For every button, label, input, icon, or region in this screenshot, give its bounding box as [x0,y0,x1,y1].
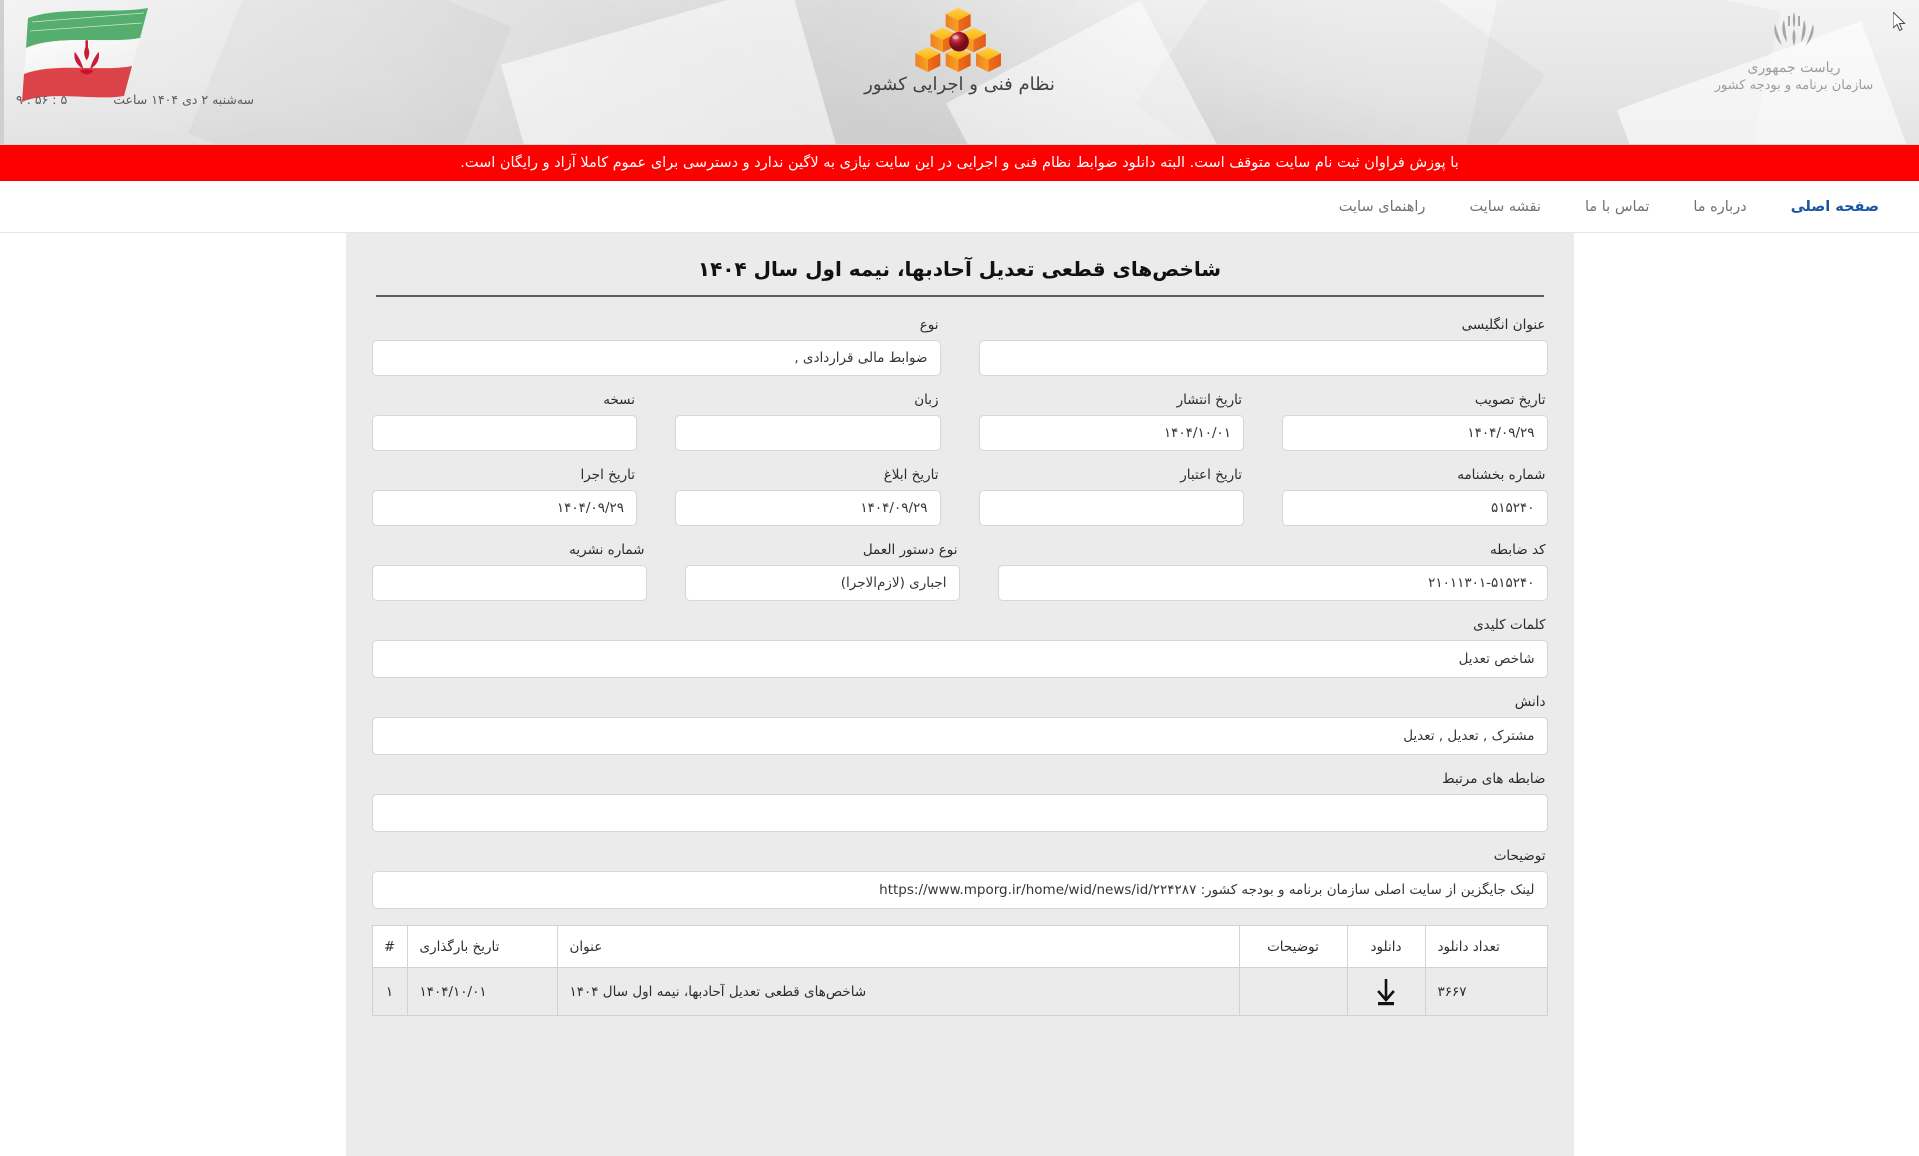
cubes-logo-icon [845,6,1075,72]
nav-item-about[interactable]: درباره ما [1693,198,1747,215]
header-facet [188,0,511,145]
form-row-3 [368,467,1552,526]
field-type-input[interactable]: ضوابط مالی قراردادی , [372,340,941,376]
field-circular-number [1282,467,1548,526]
field-keywords [372,617,1548,678]
column-header-number: # [373,926,407,968]
organization-line-1: ریاست جمهوری [1747,60,1841,76]
header-date: سه‌شنبه ۲ دی ۱۴۰۴ ساعت [113,92,254,107]
field-keywords-label: کلمات کلیدی [1473,617,1546,633]
page-title: شاخص‌های قطعی تعدیل آحادبها، نیمه اول سال ۱۴۰۴ [376,247,1544,297]
field-descriptions [372,848,1548,909]
field-execution-date-label: تاریخ اجرا [580,467,635,483]
mouse-cursor [1893,12,1907,32]
field-execution-date [372,467,638,526]
form-row-descriptions [368,848,1552,909]
organization-line-2: سازمان برنامه و بودجه کشور [1714,78,1874,93]
cell-download-count: ۳۶۶۷ [1425,968,1547,1016]
field-language [675,392,941,451]
field-english-title-input[interactable] [979,340,1548,376]
iran-flag-icon [20,4,170,104]
nav-item-home[interactable]: صفحه اصلی [1790,198,1879,215]
field-descriptions-input[interactable]: لینک جایگزین از سایت اصلی سازمان برنامه و بودجه کشور: https://www.mporg.ir/home/wid/news/id/۲۲۴۲۸۷ [372,871,1548,909]
header-left-border [0,0,4,144]
form-row-keywords [368,617,1552,678]
form-row-2 [368,392,1552,451]
field-validity-date-label: تاریخ اعتبار [1180,467,1242,483]
field-publish-date [979,392,1245,451]
attachments-table [372,925,1548,1016]
field-validity-date [979,467,1245,526]
left-gutter [1574,233,1919,1156]
nav-item-guide[interactable]: راهنمای سایت [1338,198,1426,215]
field-type [372,317,941,376]
site-notice-banner [0,145,1919,181]
form-row-related [368,771,1552,832]
field-notification-date-input[interactable]: ۱۴۰۴/۰۹/۲۹ [675,490,941,526]
field-related-regulations-input[interactable] [372,794,1548,832]
field-english-title [979,317,1548,376]
cell-description [1239,968,1347,1016]
content-panel [346,233,1574,1156]
cell-title[interactable]: شاخص‌های قطعی تعدیل آحادبها، نیمه اول سال ۱۴۰۴ [557,968,1239,1016]
field-instruction-type-label: نوع دستور العمل [862,542,958,558]
header-facet [501,0,839,145]
site-logo[interactable] [845,6,1075,126]
site-logo-text: نظام فنی و اجرایی کشور [864,74,1055,95]
download-arrow-icon[interactable] [1373,977,1399,1007]
table-header-row [373,926,1547,968]
field-version [372,392,638,451]
main-navigation [0,181,1919,233]
field-version-input[interactable] [372,415,638,451]
field-language-label: زبان [914,392,939,408]
field-execution-date-input[interactable]: ۱۴۰۴/۰۹/۲۹ [372,490,638,526]
field-publication-number [372,542,647,601]
field-publication-number-label: شماره نشریه [569,542,645,558]
field-related-regulations-label: ضابطه های مرتبط [1442,771,1546,787]
field-keywords-input[interactable]: شاخص تعدیل [372,640,1548,678]
field-approval-date [1282,392,1548,451]
column-header-title: عنوان [557,926,1239,968]
field-publish-date-label: تاریخ انتشار [1176,392,1242,408]
field-knowledge-input[interactable]: مشترک , تعدیل , تعدیل [372,717,1548,755]
nav-item-sitemap[interactable]: نقشه سایت [1469,198,1541,215]
cell-download[interactable] [1347,968,1425,1016]
field-notification-date [675,467,941,526]
field-instruction-type [685,542,960,601]
form-row-1 [368,317,1552,376]
field-approval-date-label: تاریخ تصویب [1474,392,1546,408]
field-type-label: نوع [919,317,939,333]
field-notification-date-label: تاریخ ابلاغ [883,467,939,483]
right-gutter [0,233,346,1156]
field-english-title-label: عنوان انگلیسی [1461,317,1546,333]
field-regulation-code [998,542,1548,601]
field-publication-number-input[interactable] [372,565,647,601]
field-validity-date-input[interactable] [979,490,1245,526]
site-notice-text: با پوزش فراوان ثبت نام سایت متوقف است. البته دانلود ضوابط نظام فنی و اجرایی در این سایت نیازی به لاگین ندارد و دسترسی برای عموم کاملا آزاد و رایگان است. [460,154,1459,171]
form-row-4 [368,542,1552,601]
organization-logo [1699,8,1889,118]
field-approval-date-input[interactable]: ۱۴۰۴/۰۹/۲۹ [1282,415,1548,451]
field-regulation-code-input[interactable]: ۲۱۰۱۱۳۰۱-۵۱۵۲۴۰ [998,565,1548,601]
cell-number: ۱ [373,968,407,1016]
field-knowledge-label: دانش [1514,694,1546,710]
field-related-regulations [372,771,1548,832]
form-row-knowledge [368,694,1552,755]
iran-emblem-icon [1699,8,1889,56]
field-regulation-code-label: کد ضابطه [1490,542,1546,558]
cell-upload-date: ۱۴۰۴/۱۰/۰۱ [407,968,557,1016]
nav-item-contact[interactable]: تماس با ما [1584,198,1650,215]
field-version-label: نسخه [603,392,635,408]
field-publish-date-input[interactable]: ۱۴۰۴/۱۰/۰۱ [979,415,1245,451]
header-time: ۵ : ۵۶ : ۹ [16,92,68,107]
column-header-description: توضیحات [1239,926,1347,968]
field-circular-number-label: شماره بخشنامه [1457,467,1546,483]
field-instruction-type-input[interactable]: اجباری (لازم‌الاجرا) [685,565,960,601]
field-knowledge [372,694,1548,755]
field-descriptions-label: توضیحات [1493,848,1546,864]
page-body [0,233,1919,1156]
column-header-download-count: تعداد دانلود [1425,926,1547,968]
column-header-download: دانلود [1347,926,1425,968]
site-header [0,0,1919,145]
field-circular-number-input[interactable]: ۵۱۵۲۴۰ [1282,490,1548,526]
header-datetime [6,92,268,107]
table-row [373,968,1547,1016]
field-language-input[interactable] [675,415,941,451]
column-header-upload-date: تاریخ بارگذاری [407,926,557,968]
